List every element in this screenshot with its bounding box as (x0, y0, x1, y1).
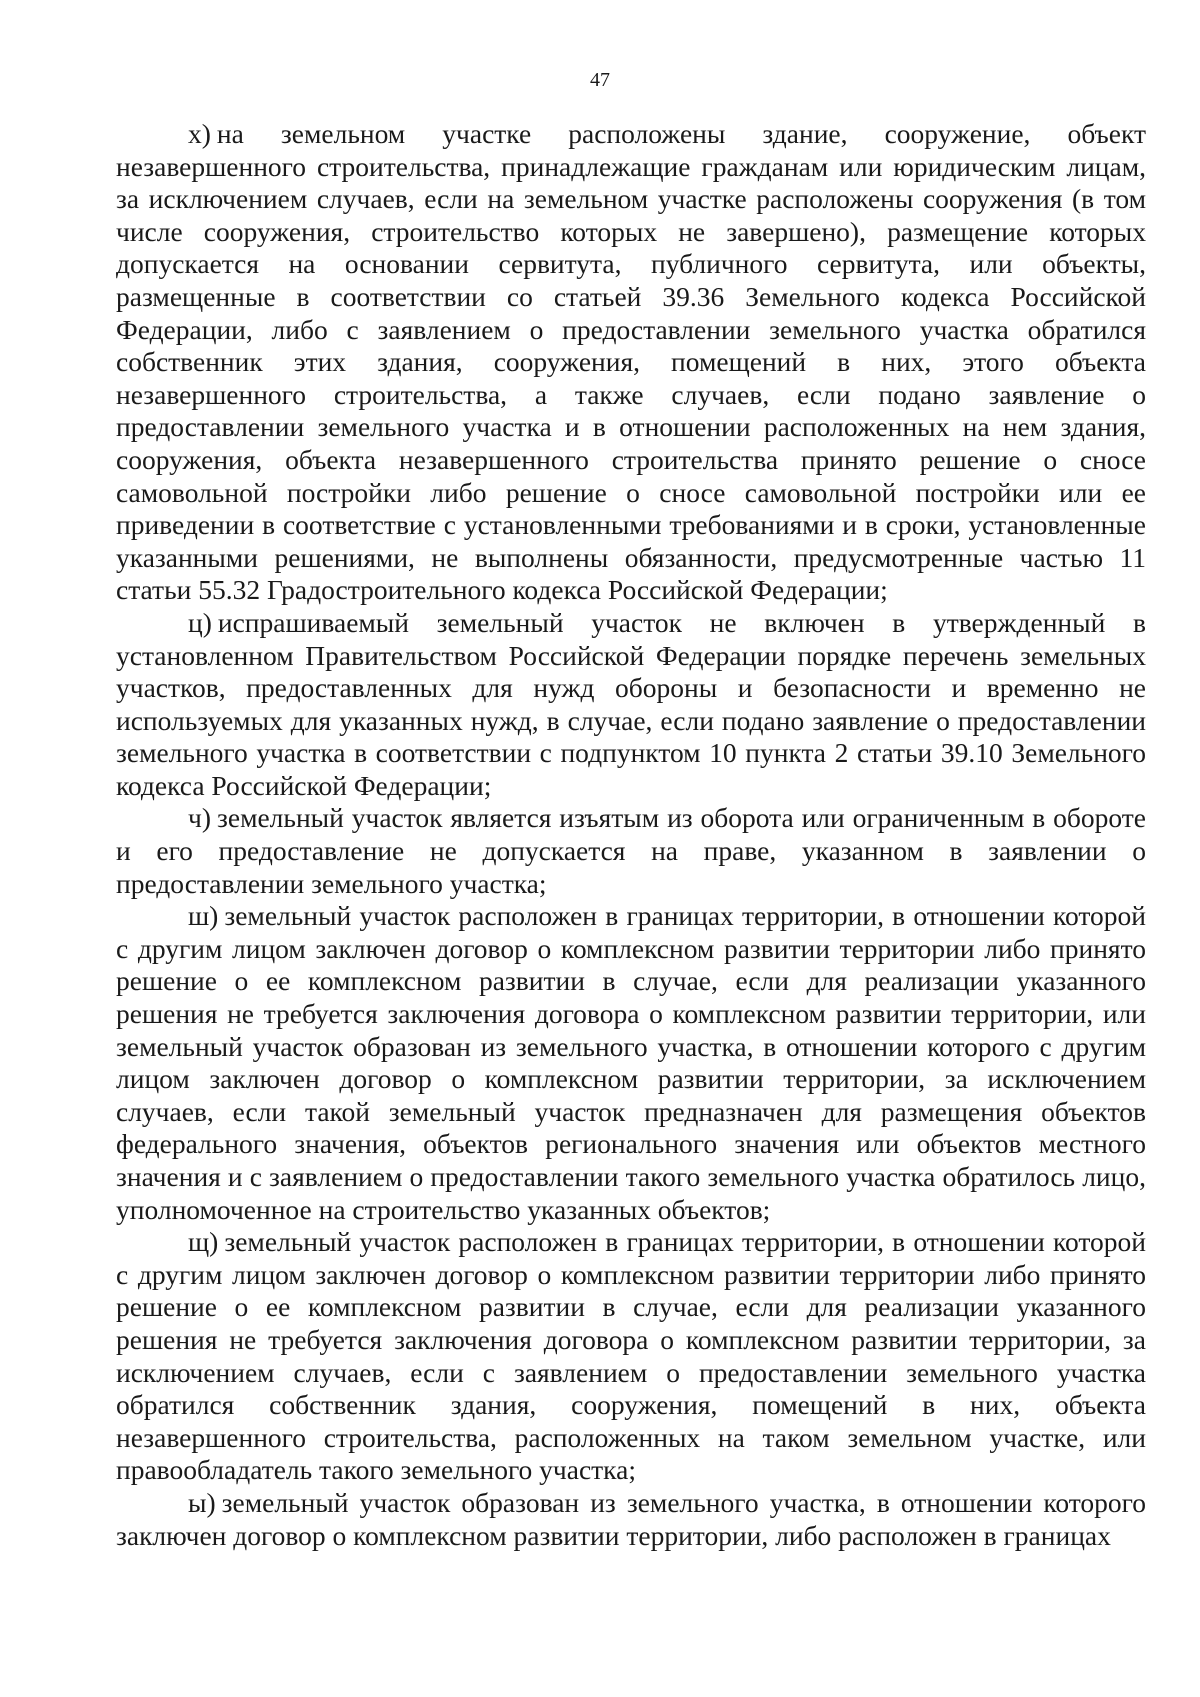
paragraph-text: земельный участок образован из земельного участка, в отношении которого заключен договор о комплексном развитии территории, либо расположен в границах (116, 1486, 1146, 1551)
paragraph-shch (116, 1226, 1146, 1487)
list-marker: щ) (188, 1226, 219, 1258)
paragraph-kh (116, 118, 1146, 607)
document-body (116, 118, 1146, 1552)
paragraph-text: на земельном участке расположены здание, сооружение, объект незавершенного строительства, принадлежащие гражданам или юридическим лицам, за исключением случаев, если на земельном участке расположены сооружения (в том числе сооружения, строительство которых не завершено), размещение которых допускается на основании сервитута, публичного сервитута, или объекты, размещенные в соответствии со статьей 39.36 Земельного кодекса Российской Федерации, либо с заявлением о предоставлении земельного участка обратился собственник этих здания, сооружения, помещений в них, этого объекта незавершенного строительства, а также случаев, если подано заявление о предоставлении земельного участка и в отношении расположенных на нем здания, сооружения, объекта незавершенного строительства принято решение о сносе самовольной постройки либо решение о сносе самовольной постройки или ее приведении в соответствие с установленными требованиями и в сроки, установленные указанными решениями, не выполнены обязанности, предусмотренные частью 11 статьи 55.32 Градостроительного кодекса Российской Федерации; (116, 118, 1146, 606)
paragraph-text: земельный участок расположен в границах территории, в отношении которой с другим лицом заключен договор о комплексном развитии территории либо принято решение о ее комплексном развитии в случае, если для реализации указанного решения не требуется заключения договора о комплексном развитии территории, или земельный участок образован из земельного участка, в отношении которого с другим лицом заключен договор о комплексном развитии территории, за исключением случаев, если такой земельный участок предназначен для размещения объектов федерального значения, объектов регионального значения или объектов местного значения и с заявлением о предоставлении такого земельного участка обратилось лицо, уполномоченное на строительство указанных объектов; (116, 900, 1146, 1225)
page-number: 47 (590, 69, 610, 91)
list-marker: ы) (188, 1486, 216, 1518)
paragraph-text: земельный участок является изъятым из оборота или ограниченным в обороте и его предоставление не допускается на праве, указанном в заявлении о предоставлении земельного участка; (116, 802, 1146, 899)
paragraph-ch (116, 802, 1146, 900)
paragraph-ts (116, 607, 1146, 803)
list-marker: ш) (188, 900, 219, 932)
paragraph-sh (116, 900, 1146, 1226)
paragraph-text: земельный участок расположен в границах территории, в отношении которой с другим лицом заключен договор о комплексном развитии территории либо принято решение о ее комплексном развитии в случае, если для реализации указанного решения не требуется заключения договора о комплексном развитии территории, за исключением случаев, если с заявлением о предоставлении земельного участка обратился собственник здания, сооружения, помещений в них, объекта незавершенного строительства, расположенных на таком земельном участке, или правообладатель такого земельного участка; (116, 1226, 1146, 1486)
list-marker: ц) (188, 606, 212, 638)
list-marker: х) (188, 118, 211, 149)
list-marker: ч) (188, 802, 211, 834)
paragraph-y (116, 1487, 1146, 1552)
paragraph-text: испрашиваемый земельный участок не включен в утвержденный в установленном Правительством Российской Федерации порядке перечень земельных участков, предоставленных для нужд обороны и безопасности и временно не используемых для указанных нужд, в случае, если подано заявление о предоставлении земельного участка в соответствии с подпунктом 10 пункта 2 статьи 39.10 Земельного кодекса Российской Федерации; (116, 606, 1146, 801)
